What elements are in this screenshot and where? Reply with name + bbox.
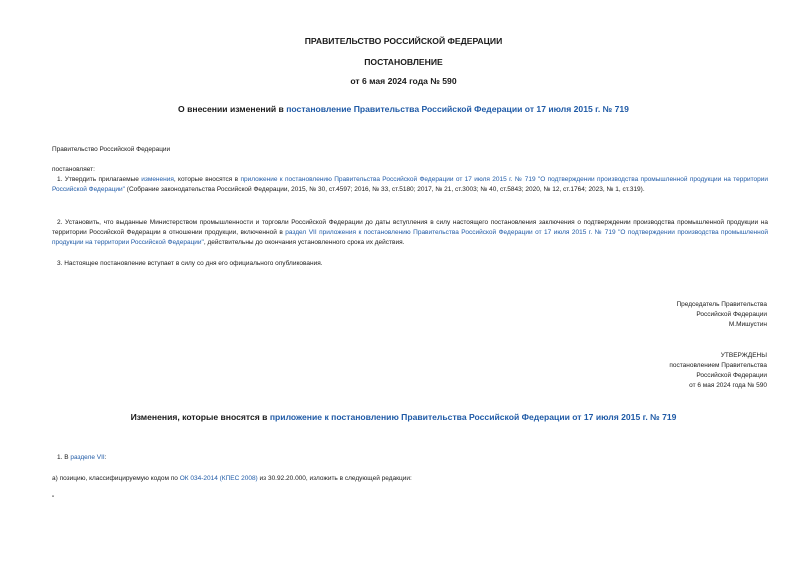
- p1-text-b: , которые вносятся в: [173, 176, 241, 183]
- item-a-okpd-link[interactable]: ОК 034-2014 (КПЕС 2008): [179, 475, 258, 482]
- p1-appendix-link[interactable]: приложение к постановлению Правительства Российской Федерации от 17 июля 2015 г. № 719 "О подтверждении производства промышленной продукции на территории Российской Федерации": [52, 176, 768, 193]
- p2-text-b: , действительны до окончания установленного срока их действия.: [203, 239, 405, 246]
- approved-block: [669, 351, 767, 391]
- p2-text-a: 2. Установить, что выданные Министерством промышленности и торговли Российской Федерации до даты вступления в силу настоящего постановления заключения о подтверждении производства промышленной продукции на территории Российской Федерации в отношении продукции, включенной в: [52, 219, 768, 236]
- p1-text-a: 1. Утвердить прилагаемые: [57, 176, 142, 183]
- changes-title-link[interactable]: приложение к постановлению Правительства Российской Федерации от 17 июля 2015 г. № 719: [269, 412, 677, 422]
- changes-item-a: [52, 474, 412, 484]
- title-prefix: О внесении изменений в: [178, 104, 287, 114]
- government-heading: ПРАВИТЕЛЬСТВО РОССИЙСКОЙ ФЕДЕРАЦИИ: [304, 36, 503, 46]
- quote-mark: ": [52, 495, 55, 502]
- signature-name: М.Мишустин: [728, 321, 767, 328]
- signature-country: Российской Федерации: [696, 311, 767, 318]
- paragraph-2: [52, 218, 768, 248]
- item1-suffix: :: [104, 454, 107, 461]
- approved-label: УТВЕРЖДЕНЫ: [720, 352, 767, 359]
- document-date-number: от 6 мая 2024 года № 590: [350, 76, 457, 86]
- changes-title-prefix: Изменения, которые вносятся в: [130, 412, 270, 422]
- p2-section-link[interactable]: раздел VII приложения к постановлению Правительства Российской Федерации от 17 июля 2015 г. № 719 "О подтверждении производства промышленной продукции на территории Российской Федерации": [52, 229, 768, 246]
- document-title: [0, 104, 807, 114]
- item1-prefix: 1. В: [57, 454, 71, 461]
- title-decree-link[interactable]: постановление Правительства Российской Федерации от 17 июля 2015 г. № 719: [286, 104, 629, 114]
- approved-date: от 6 мая 2024 года № 590: [689, 382, 767, 389]
- p1-text-c: (Собрание законодательства Российской Федерации, 2015, № 30, ст.4597; 2016, № 33, ст.5180; 2017, № 21, ст.3003; № 40, ст.5843; 2020, № 12, ст.1764; 2023, № 1, ст.319).: [125, 186, 645, 193]
- approved-country: Российской Федерации: [696, 372, 767, 379]
- issuer-text: Правительство Российской Федерации: [52, 146, 171, 153]
- item1-section-link[interactable]: разделе VII: [70, 454, 105, 461]
- item-a-prefix: а) позицию, классифицируемую кодом по: [52, 475, 180, 482]
- signature-block: [676, 300, 767, 330]
- approved-by: постановлением Правительства: [669, 362, 767, 369]
- changes-title: [0, 412, 807, 422]
- paragraph-1: [52, 175, 768, 195]
- item-a-suffix: из 30.92.20.000, изложить в следующей редакции:: [257, 475, 412, 482]
- changes-item-1: [57, 453, 107, 463]
- document-type: ПОСТАНОВЛЕНИЕ: [364, 57, 443, 67]
- signature-position: Председатель Правительства: [676, 301, 767, 308]
- paragraph-3: 3. Настоящее постановление вступает в силу со дня его официального опубликования.: [57, 260, 323, 267]
- p1-changes-link[interactable]: изменения: [141, 176, 174, 183]
- decrees-text: постановляет:: [52, 166, 95, 173]
